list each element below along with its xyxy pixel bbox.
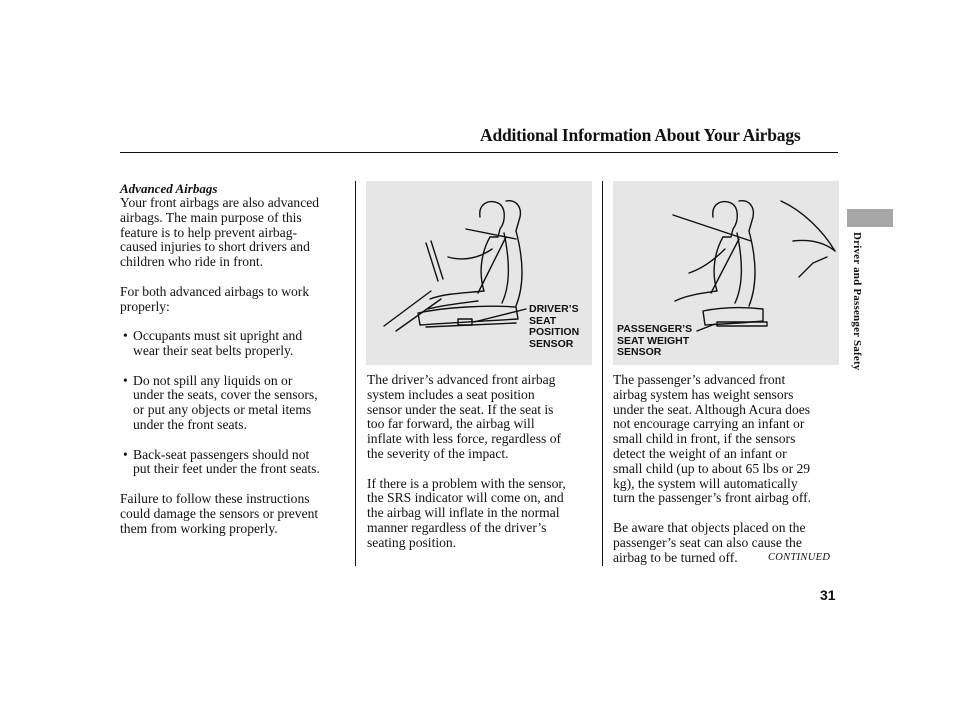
continued-marker: CONTINUED — [768, 552, 831, 563]
column-driver-sensor — [367, 373, 595, 551]
objects-warning-paragraph: Be aware that objects placed on the passenger’s seat can also cause the airbag to be turned off. — [613, 519, 806, 565]
page-title: Additional Information About Your Airbags — [480, 125, 801, 145]
bullet-item: • Occupants must sit upright and wear their seat belts properly. — [120, 329, 352, 359]
column-divider — [355, 181, 356, 566]
section-tab-marker — [847, 209, 893, 227]
passenger-sensor-callout: PASSENGER’S SEAT WEIGHT SENSOR — [617, 323, 693, 358]
bullet-item: • Do not spill any liquids on or under the seats, cover the sensors, or put any objects or metal items under the front seats. — [120, 374, 352, 433]
column-divider — [602, 181, 603, 566]
requirements-intro: For both advanced airbags to work properly: — [120, 283, 310, 314]
passenger-sensor-paragraph: The passenger’s advanced front airbag system has weight sensors under the seat. Although Acura does not encourage carrying an infant or small child in front, if the sensors detect the weight of an infant or small child (up to about 65 lbs or 29 kg), the system will automatically turn the passenger’s front airbag off. — [613, 372, 812, 506]
subhead-advanced-airbags: Advanced Airbags — [120, 181, 218, 196]
passenger-seat-illustration — [613, 181, 839, 365]
title-divider — [120, 152, 838, 153]
bullet-item: • Back-seat passengers should not put their feet under the front seats. — [120, 448, 352, 478]
sensor-problem-paragraph: If there is a problem with the sensor, the SRS indicator will come on, and the airbag will inflate in the normal manner regardless of the driver’s seating position. — [367, 475, 566, 550]
column-advanced-airbags — [120, 181, 352, 536]
section-tab-label: Driver and Passenger Safety — [851, 232, 863, 371]
warning-paragraph: Failure to follow these instructions could damage the sensors or prevent them from working properly. — [120, 490, 319, 536]
column-passenger-sensor — [613, 373, 841, 565]
driver-seat-illustration — [366, 181, 592, 365]
driver-sensor-paragraph: The driver’s advanced front airbag system includes a seat position sensor under the seat. If the seat is too far forward, the airbag will inflate with less force, regardless of the severity of the impact. — [367, 372, 562, 461]
page-number: 31 — [820, 587, 836, 603]
intro-paragraph: Your front airbags are also advanced airbags. The main purpose of this feature is to help prevent airbag- caused injuries to short drivers and children who ride in front. — [120, 195, 320, 270]
driver-sensor-callout: DRIVER’S SEAT POSITION SENSOR — [529, 303, 580, 350]
